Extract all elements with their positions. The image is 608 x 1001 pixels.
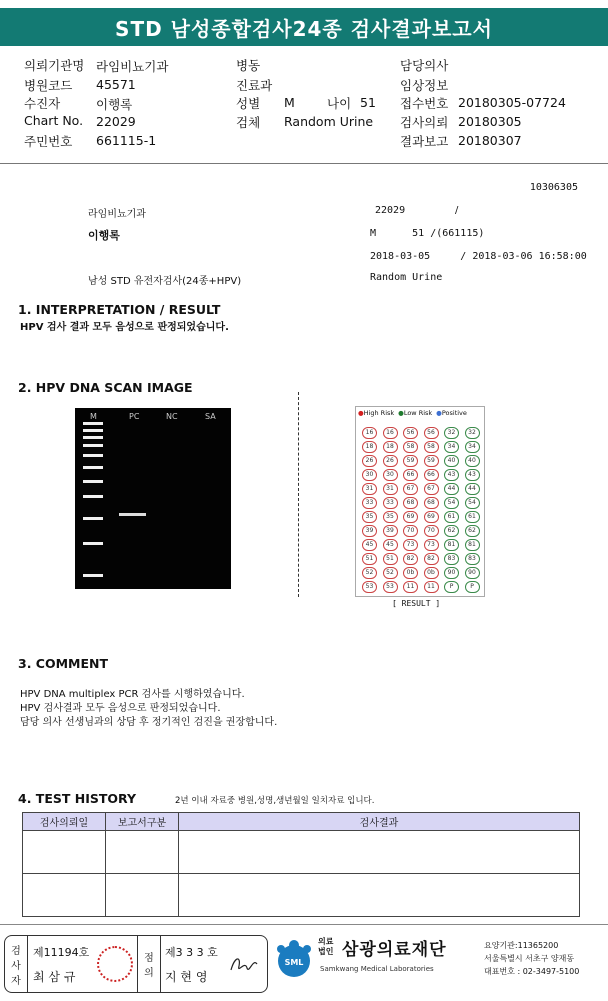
- section1-text: HPV 검사 결과 모두 음성으로 판정되었습니다.: [20, 322, 229, 333]
- lane-label: SA: [205, 412, 216, 421]
- hpv-type-cell: 82: [424, 553, 439, 565]
- hpv-type-cell: 30: [362, 469, 377, 481]
- report-dates: 2018-03-05 / 2018-03-06 16:58:00: [370, 251, 587, 262]
- hpv-type-cell: 51: [383, 553, 398, 565]
- hpv-type-cell: 34: [444, 441, 459, 453]
- hpv-type-cell: 44: [465, 483, 480, 495]
- hpv-type-cell: 45: [383, 539, 398, 551]
- patient-name: 이행록: [88, 229, 120, 242]
- header-label: 검사의뢰: [400, 115, 449, 130]
- hpv-type-cell: 33: [362, 497, 377, 509]
- hpv-type-cell: 59: [424, 455, 439, 467]
- hpv-type-cell: 58: [403, 441, 418, 453]
- hpv-type-cell: 26: [362, 455, 377, 467]
- history-note: 2년 이내 자료중 병원,성명,생년월일 일치자료 입니다.: [175, 796, 375, 806]
- hpv-type-cell: 33: [383, 497, 398, 509]
- hpv-type-cell: 82: [403, 553, 418, 565]
- hpv-type-cell: P: [444, 581, 459, 593]
- header-value: 661115-1: [96, 133, 157, 148]
- ladder-band: [83, 429, 103, 432]
- hpv-type-cell: 61: [444, 511, 459, 523]
- hpv-type-cell: 34: [465, 441, 480, 453]
- result-label: [ RESULT ]: [392, 599, 441, 608]
- header-label: 임상정보: [400, 78, 449, 93]
- ladder-band: [83, 574, 103, 577]
- sml-logo: [272, 937, 316, 981]
- table-row: [23, 874, 580, 917]
- hpv-type-cell: 39: [362, 525, 377, 537]
- comment-line: HPV DNA multiplex PCR 검사를 시행하였습니다.: [20, 689, 245, 700]
- ladder-band: [83, 542, 103, 545]
- hpv-type-cell: 81: [465, 539, 480, 551]
- lane-label: M: [90, 412, 97, 421]
- hpv-type-cell: 35: [362, 511, 377, 523]
- header-label: 의뢰기관명: [24, 58, 85, 73]
- ladder-band: [83, 517, 103, 520]
- examiner-seal: [97, 946, 133, 982]
- comment-line: HPV 검사결과 모두 음성으로 판정되었습니다.: [20, 703, 221, 714]
- ladder-band: [83, 480, 103, 483]
- foundation-name-en: Samkwang Medical Laboratories: [320, 965, 434, 973]
- hpv-type-cell: 54: [465, 497, 480, 509]
- history-table: [22, 812, 580, 917]
- hpv-type-cell: 73: [403, 539, 418, 551]
- header-value: 라임비뇨기과: [96, 59, 169, 74]
- header-label: 접수번호: [400, 96, 449, 111]
- legend-positive: ●Positive: [436, 409, 467, 417]
- section2-title: 2. HPV DNA SCAN IMAGE: [18, 380, 193, 395]
- hpv-type-cell: 67: [403, 483, 418, 495]
- specimen: Random Urine: [370, 272, 443, 283]
- header-label: Chart No.: [24, 113, 84, 128]
- sex-age-birth: M 51 /(661115): [370, 228, 485, 239]
- hpv-type-cell: 40: [444, 455, 459, 467]
- hpv-type-cell: 16: [383, 427, 398, 439]
- header-label: 병동: [236, 58, 261, 73]
- hpv-type-cell: 69: [424, 511, 439, 523]
- test-name: 남성 STD 유전자검사(24종+HPV): [88, 276, 242, 287]
- hpv-type-cell: 11: [403, 581, 418, 593]
- ladder-band: [83, 436, 103, 439]
- foundation-name: 삼광의료재단: [342, 940, 447, 960]
- header-label: 결과보고: [400, 134, 449, 149]
- hpv-type-cell: P: [465, 581, 480, 593]
- header-value: 20180307: [458, 133, 522, 148]
- hpv-type-cell: 66: [424, 469, 439, 481]
- history-col-header: 검사결과: [179, 813, 580, 831]
- report-footer: [0, 924, 608, 1001]
- history-col-header: 보고서구분: [106, 813, 179, 831]
- age-label: 나이: [327, 96, 352, 111]
- comment-block: [20, 688, 277, 730]
- header-divider: [0, 163, 608, 164]
- hpv-type-cell: 44: [444, 483, 459, 495]
- corporation-label: 의료 법인: [318, 937, 334, 956]
- legend-low-risk: ●Low Risk: [398, 409, 433, 417]
- report-title: STD 남성종합검사24종 검사결과보고서: [0, 8, 608, 46]
- chart-number: 22029: [375, 205, 406, 216]
- ladder-band: [83, 495, 103, 498]
- hpv-type-cell: 70: [424, 525, 439, 537]
- hpv-type-cell: 31: [383, 483, 398, 495]
- history-col-header: 검사의뢰일: [23, 813, 106, 831]
- header-value: 20180305-07724: [458, 95, 566, 110]
- hpv-type-cell: 70: [403, 525, 418, 537]
- pc-band: [119, 513, 146, 516]
- ladder-band: [83, 466, 103, 469]
- hpv-type-cell: 69: [403, 511, 418, 523]
- hpv-type-cell: 90: [444, 567, 459, 579]
- foundation-info: 요양기관:11365200 서울특별시 서초구 양재동 대표번호 : 02-3497-5100: [484, 941, 580, 976]
- header-value: 22029: [96, 114, 136, 129]
- hpv-type-cell: 68: [403, 497, 418, 509]
- hpv-type-cell: 45: [362, 539, 377, 551]
- hpv-type-cell: 73: [424, 539, 439, 551]
- reviewer-label: 점 의: [137, 936, 161, 992]
- age-value: 51: [360, 95, 376, 110]
- hpv-type-cell: 90: [465, 567, 480, 579]
- ladder-band: [83, 444, 103, 447]
- hpv-type-cell: 18: [362, 441, 377, 453]
- hpv-type-cell: 59: [403, 455, 418, 467]
- hpv-type-cell: 18: [383, 441, 398, 453]
- header-value: 이행록: [96, 97, 133, 112]
- header-value: M: [284, 95, 295, 110]
- header-label: 주민번호: [24, 134, 73, 149]
- lane-label: PC: [129, 412, 140, 421]
- section3-title: 3. COMMENT: [18, 656, 109, 671]
- header-label: 수진자: [24, 96, 61, 111]
- hpv-type-cell: 32: [444, 427, 459, 439]
- svg-text:SML: SML: [284, 958, 304, 967]
- hpv-type-cell: 39: [383, 525, 398, 537]
- hpv-type-cell: 30: [383, 469, 398, 481]
- hpv-type-cell: 0b: [424, 567, 439, 579]
- hpv-type-cell: 31: [362, 483, 377, 495]
- hpv-type-cell: 54: [444, 497, 459, 509]
- hpv-type-cell: 68: [424, 497, 439, 509]
- hpv-type-cell: 56: [403, 427, 418, 439]
- hpv-type-cell: 66: [403, 469, 418, 481]
- header-label: 성별: [236, 96, 261, 111]
- hpv-type-cell: 58: [424, 441, 439, 453]
- hpv-type-cell: 62: [444, 525, 459, 537]
- examiner-name: 최 삼 규: [33, 970, 76, 984]
- header-label: 담당의사: [400, 58, 449, 73]
- hpv-type-cell: 81: [444, 539, 459, 551]
- clinic-name: 라임비뇨기과: [88, 209, 146, 220]
- examiner-label: 검 사 자: [5, 936, 28, 992]
- header-value: 45571: [96, 77, 136, 92]
- ladder-band: [83, 422, 103, 425]
- hpv-type-cell: 35: [383, 511, 398, 523]
- examiner-number: 제11194호: [33, 946, 90, 959]
- hpv-type-cell: 0b: [403, 567, 418, 579]
- hpv-type-cell: 32: [465, 427, 480, 439]
- hpv-type-cell: 62: [465, 525, 480, 537]
- section1-title: 1. INTERPRETATION / RESULT: [18, 302, 221, 317]
- hpv-type-cell: 61: [465, 511, 480, 523]
- header-label: 진료과: [236, 78, 273, 93]
- hpv-type-cell: 51: [362, 553, 377, 565]
- divider-dashed: [298, 392, 299, 597]
- reviewer-number: 제3 3 3 호: [165, 946, 218, 959]
- hpv-type-cell: 52: [383, 567, 398, 579]
- section4-title: 4. TEST HISTORY: [18, 791, 137, 806]
- header-label: 병원코드: [24, 78, 73, 93]
- hpv-type-cell: 67: [424, 483, 439, 495]
- hpv-type-cell: 43: [444, 469, 459, 481]
- header-value: Random Urine: [284, 114, 374, 129]
- header-label: 검체: [236, 115, 261, 130]
- slash: /: [455, 205, 459, 216]
- hpv-result-panel: [355, 406, 485, 597]
- reviewer-signature: [227, 952, 261, 978]
- hpv-type-cell: 56: [424, 427, 439, 439]
- signature-box: [4, 935, 268, 993]
- ladder-band: [83, 454, 103, 457]
- legend-high-risk: ●High Risk: [358, 409, 395, 417]
- report-code: 10306305: [529, 182, 578, 193]
- hpv-type-cell: 26: [383, 455, 398, 467]
- result-legend: [358, 409, 467, 417]
- comment-line: 담당 의사 선생님과의 상담 후 정기적인 검진을 권장합니다.: [20, 717, 278, 728]
- hpv-type-cell: 16: [362, 427, 377, 439]
- hpv-type-cell: 43: [465, 469, 480, 481]
- hpv-type-cell: 53: [383, 581, 398, 593]
- hpv-type-cell: 83: [444, 553, 459, 565]
- hpv-type-cell: 53: [362, 581, 377, 593]
- hpv-type-cell: 52: [362, 567, 377, 579]
- hpv-type-cell: 40: [465, 455, 480, 467]
- hpv-type-cell: 83: [465, 553, 480, 565]
- reviewer-name: 지 현 영: [165, 970, 208, 984]
- gel-image: [75, 408, 231, 589]
- hpv-type-cell: 11: [424, 581, 439, 593]
- lane-label: NC: [166, 412, 178, 421]
- header-value: 20180305: [458, 114, 522, 129]
- table-row: [23, 831, 580, 874]
